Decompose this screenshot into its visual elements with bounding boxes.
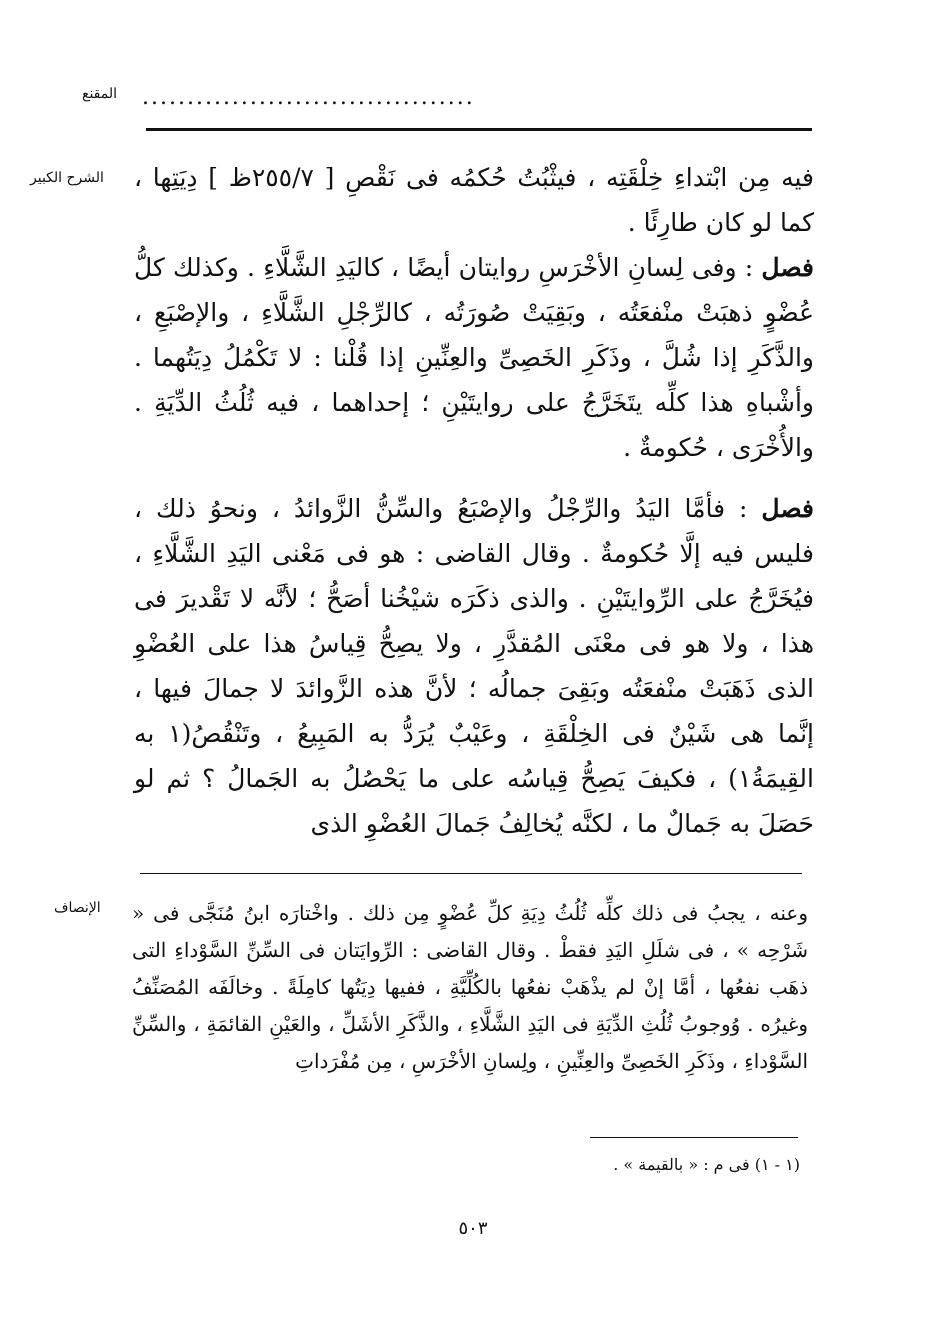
margin-label-insaf: الإنصاف [54,900,101,916]
main-paragraph-3-text: : فأمَّا اليَدُ والرِّجْلُ والإصْبَعُ والسِّنُّ الزَّوائدُ ، ونحوُ ذلك ، فليس فيه إلَّا حُكومةٌ . وقال القاضى : هو فى مَعْنى اليَدِ الشَّلَّاءِ ، فيُخَرَّجُ على الرِّوايتَيْنِ . والذى ذكَرَه شيْخُنا أصَحُّ ؛ لأنَّه لا تَقْديرَ فى هذا ، ولا هو فى معْنَى المُقدَّرِ ، ولا يصِحُّ قِياسُ هذا على العُضْوِ الذى ذَهَبَتْ منْفعَتُه وبَقِىَ جمالُه ؛ لأنَّ هذه الزَّوائدَ لا جمالَ فيها ، إنَّما هى شَيْنٌ فى الخِلْقَةِ ، وعَيْبٌ يُرَدُّ به المَبِيعُ ، وتَنْقُصُ(١ به القِيمَةُ١) ، فكيفَ يَصِحُّ قِياسُه على ما يَحْصُلُ به الجَمالُ ؟ ثم لو حَصَلَ به جَمالٌ ما ، لكنَّه يُخالِفُ جَمالَ العُضْوِ الذى [134,494,814,838]
margin-label-sharh: الشرح الكبير [30,170,104,186]
main-paragraph-2-text: : وفى لِسانِ الأخْرَسِ روايتان أيضًا ، كاليَدِ الشَّلَّاءِ . وكذلك كلُّ عُضْوٍ ذهبَتْ منْفعَتُه ، وبَقِيَتْ صُورَتُه ، كالرِّجْلِ الشَّلَّاءِ ، والإصْبَعِ ، والذَّكَرِ إذا شُلَّ ، وذَكَرِ الخَصِىِّ والعِنِّينِ إذا قُلْنا : لا تَكْمُلُ دِيَتُهما . وأشْباهِ هذا كلِّه يتَخَرَّجُ على روايتَيْنِ ؛ إحداهما ، فيه ثُلُثُ الدِّيَةِ . والأُخْرَى ، حُكومةٌ . [134,253,814,462]
main-paragraph-1: فيه مِن ابْتداءِ خِلْقَتِه ، فيثْبُتُ حُكمُه فى نَقْصِ [ ٢٥٥/٧ظ ] دِيَتِها ، كما لو كان طارِئًا . [134,163,814,237]
commentary-paragraph: وعنه ، يجبُ فى ذلك كلِّه ثُلُثُ دِيَةِ كلِّ عُضْوٍ مِن ذلك . واخْتارَه ابنُ مُنَجَّى فى « شَرْحِه » ، فى شلَلِ اليَدِ فقطْ . وقال القاضى : الرِّوايَتان فى السِّنِّ السَّوْداءِ التى ذهَب نفعُها ، أمَّا إنْ لم يذْهَبْ نفعُها بالكُلِّيَّةِ ، ففيها دِيَتُها كامِلَةً . وخالَفَه المُصَنِّفُ وغيرُه . وُوجوبُ ثُلُثِ الدِّيَةِ فى اليَدِ الشَّلَّاءِ ، والذَّكَرِ الأشَلِّ ، والعَيْنِ القائمَةِ ، والسِّنِّ السَّوْداءِ ، وذَكَرِ الخَصِىِّ والعِنِّينِ ، ولِسانِ الأخْرَسِ ، مِن مُفْرَداتِ [132,901,808,1073]
main-paragraph-3 [134,486,814,846]
page-number: ٥٠٣ [458,1218,488,1239]
commentary-text-block [132,895,808,1080]
header-leader-dots: ..................................... [142,85,475,110]
footnote-rule [590,1137,798,1138]
section-divider [140,873,802,874]
footnote: (١ - ١) فى م : « بالقيمة » . [613,1155,800,1174]
running-header-title: المقنع [82,86,118,102]
main-text-block [134,155,814,846]
header-rule [146,128,812,131]
section-heading-fasl-2: فصل [761,494,814,523]
main-paragraph-2 [134,245,814,470]
section-heading-fasl: فصل [761,253,814,282]
